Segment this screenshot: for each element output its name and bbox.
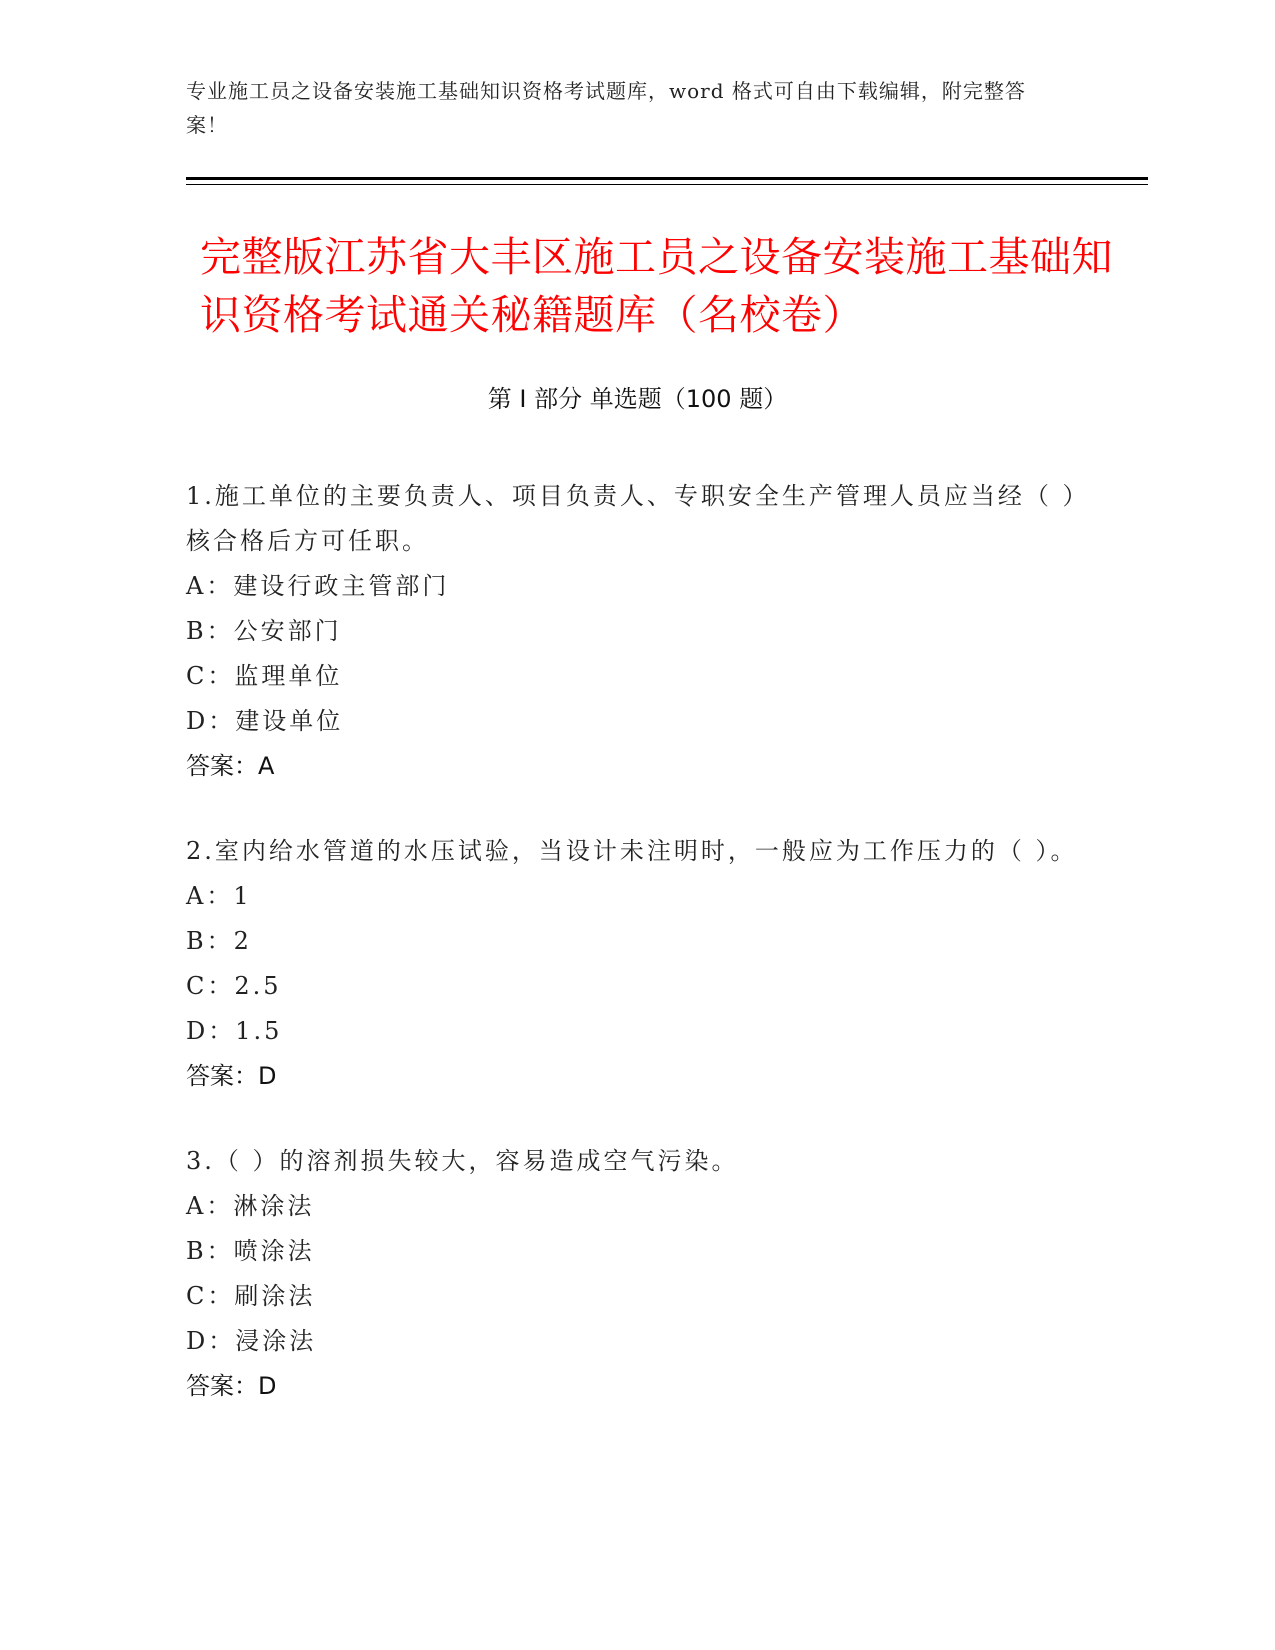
option-text: 淋涂法 xyxy=(233,1192,315,1220)
option-text: 喷涂法 xyxy=(233,1237,315,1265)
option-key: B： xyxy=(186,1237,234,1265)
option-d xyxy=(186,699,1086,744)
option-text: 浸涂法 xyxy=(235,1327,317,1355)
option-key: B： xyxy=(186,927,234,955)
option-a xyxy=(186,1184,1086,1229)
option-text: 1 xyxy=(233,882,252,910)
document-title: 完整版江苏省大丰区施工员之设备安装施工基础知识资格考试通关秘籍题库（名校卷） xyxy=(200,233,1113,339)
option-text: 监理单位 xyxy=(234,662,343,690)
option-text: 1.5 xyxy=(235,1017,283,1045)
option-key: C： xyxy=(186,1282,235,1310)
option-text: 建设单位 xyxy=(235,707,344,735)
option-c xyxy=(186,654,1086,699)
section-title: 第 I 部分 单选题（100 题） xyxy=(487,385,788,413)
option-text: 2 xyxy=(233,927,252,955)
header-divider-thick xyxy=(186,177,1148,180)
question-list xyxy=(186,474,1086,1449)
option-text: 刷涂法 xyxy=(234,1282,316,1310)
option-c xyxy=(186,964,1086,1009)
option-text: 2.5 xyxy=(234,972,282,1000)
question-text: 1.施工单位的主要负责人、项目负责人、专职安全生产管理人员应当经（ ）核合格后方可任职。 xyxy=(186,482,1078,555)
option-key: A： xyxy=(186,882,234,910)
option-a xyxy=(186,564,1086,609)
option-key: A： xyxy=(186,1192,234,1220)
question-3 xyxy=(186,1139,1086,1409)
answer-line: 答案：D xyxy=(186,1062,277,1090)
option-b xyxy=(186,919,1086,964)
option-text: 公安部门 xyxy=(233,617,342,645)
option-b xyxy=(186,609,1086,654)
option-d xyxy=(186,1319,1086,1364)
header-note: 专业施工员之设备安装施工基础知识资格考试题库，word 格式可自由下载编辑，附完整答案！ xyxy=(186,79,1026,137)
option-key: C： xyxy=(186,662,235,690)
option-key: D： xyxy=(186,1017,236,1045)
option-key: B： xyxy=(186,617,234,645)
option-key: C： xyxy=(186,972,235,1000)
answer-line: 答案：A xyxy=(186,752,275,780)
question-text: 2.室内给水管道的水压试验，当设计未注明时，一般应为工作压力的（ ）。 xyxy=(186,837,1078,865)
option-c xyxy=(186,1274,1086,1319)
option-a xyxy=(186,874,1086,919)
question-2 xyxy=(186,829,1086,1099)
option-key: A： xyxy=(186,572,234,600)
option-key: D： xyxy=(186,707,236,735)
option-text: 建设行政主管部门 xyxy=(233,572,450,600)
question-text: 3.（ ）的溶剂损失较大，容易造成空气污染。 xyxy=(186,1147,739,1175)
option-key: D： xyxy=(186,1327,236,1355)
option-d xyxy=(186,1009,1086,1054)
answer-line: 答案：D xyxy=(186,1372,277,1400)
header-divider-thin xyxy=(186,184,1148,185)
question-1 xyxy=(186,474,1086,789)
option-b xyxy=(186,1229,1086,1274)
